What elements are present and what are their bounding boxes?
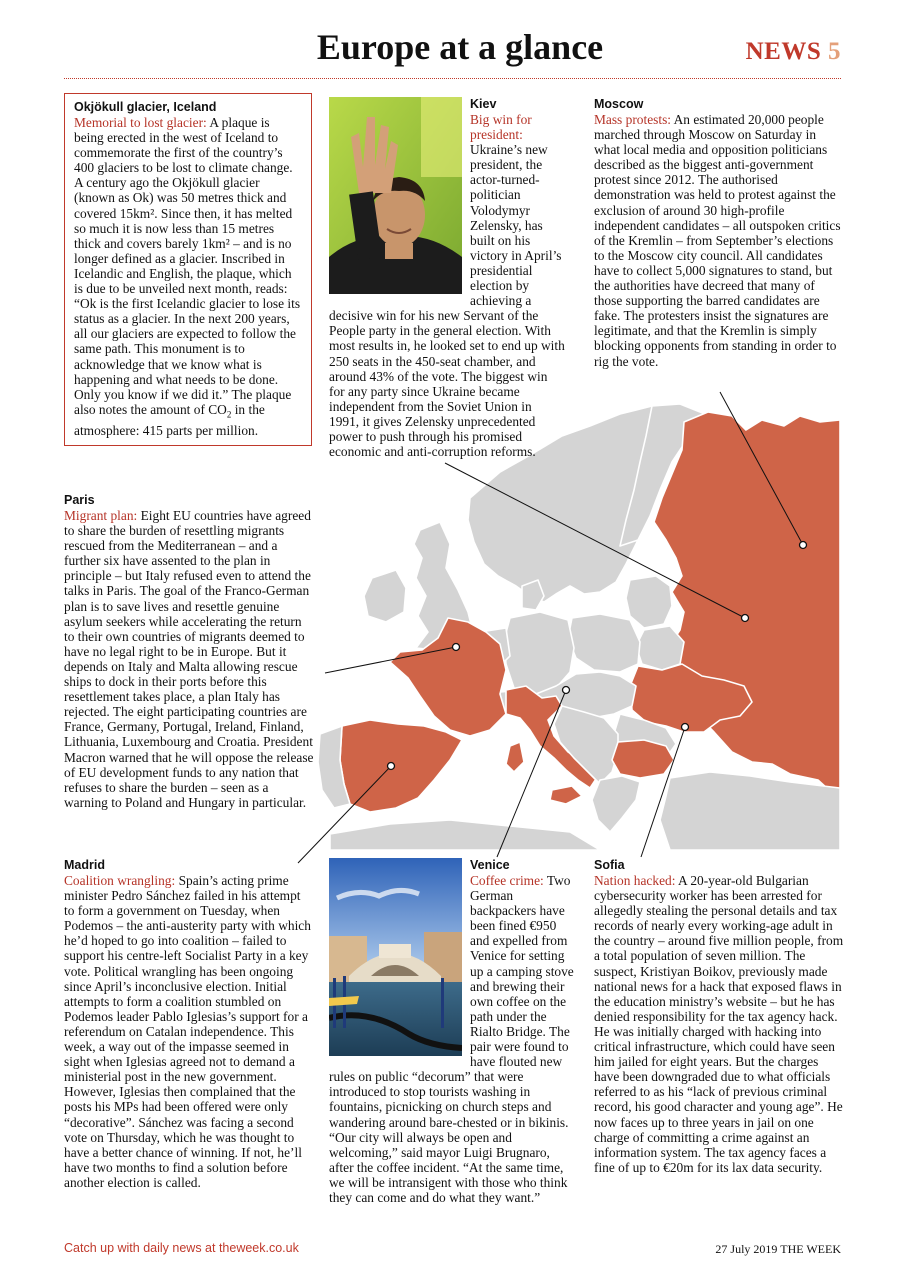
story-place: Paris (64, 493, 95, 507)
rialto-bridge-photo (329, 858, 462, 1056)
story-body-end: in the atmosphere: 415 parts per million. (74, 401, 265, 438)
section-name: NEWS (745, 38, 822, 65)
story-kicker: Nation hacked: (594, 873, 676, 888)
story-venice (329, 858, 577, 1205)
turkey-land (660, 772, 840, 850)
bulgaria-highlight (612, 740, 674, 778)
belarus-land (636, 626, 684, 670)
story-moscow (594, 97, 844, 369)
story-paris (64, 493, 314, 810)
footer-date: 27 July 2019 (715, 1242, 778, 1256)
page-title: Europe at a glance (316, 27, 604, 67)
zelensky-photo (329, 97, 462, 294)
story-place: Okjökull glacier, Iceland (74, 100, 217, 114)
greece-land (592, 776, 640, 832)
header-divider (64, 78, 841, 79)
spain-highlight (340, 720, 462, 812)
poland-land (568, 614, 640, 672)
story-place: Madrid (64, 858, 105, 872)
story-place: Kiev (470, 97, 497, 111)
story-kicker: Memorial to lost glacier: (74, 115, 207, 130)
story-kiev (329, 97, 565, 459)
story-body: An estimated 20,000 people marched through Moscow on Saturday in what local media and opposition politicians described as the biggest anti-government protest since 2012. The authorised demonstration was held to protest against the exclusion of around 30 high-profile independent candidates – all outspoken critics of the Kremlin – from September’s elections to the Moscow city council. All candidates have to collect 5,000 signatures to stand, but the authorities have decreed that many of those supporting the barred candidates are fake. The protesters insist the signatures are legitimate, and that the Kremlin is simply blocking opponents from standing in order to rig the vote. (594, 112, 841, 369)
story-body: Ukraine’s new president, the actor-turned-politician Volodymyr Zelensky, has built on his victory in April’s presidential election by achieving a decisive win for his new Servant of the People party in the general election. With most results in, he looked set to end up with 250 seats in the 450-seat chamber, and around 43% of the vote. The biggest win for any party since Ukraine became independent from the Soviet Union in 1991, it gives Zelensky unprecedented power to push through his promised economic and anti-corruption reforms. (329, 142, 565, 460)
story-madrid (64, 858, 314, 1190)
story-iceland (64, 93, 312, 446)
story-kicker: Migrant plan: (64, 508, 138, 523)
sicily-highlight (550, 786, 582, 804)
story-kicker: Big win for president: (470, 112, 532, 143)
ireland-land (364, 570, 406, 622)
story-subscript: 2 (226, 409, 232, 420)
baltics-land (626, 576, 672, 628)
page-number: 5 (828, 38, 841, 65)
footer-publication: THE WEEK (780, 1242, 841, 1256)
story-place: Venice (470, 858, 510, 872)
story-kicker: Coffee crime: (470, 873, 544, 888)
story-kicker: Mass protests: (594, 112, 671, 127)
story-body: A plaque is being erected in the west of Iceland to commemorate the first of the country’s 400 glaciers to be lost to climate change. A century ago the Okjökull glacier (known as Ok) was 50 metres thick and covered 15km². Since then, it has melted so much it is now less than 15 metres thick and covers barely 1km² – and is no longer defined as a glacier. Inscribed in Icelandic and English, the plaque, which is due to be unveiled next month, reads: “Ok is the first Icelandic glacier to lose its status as a glacier. In the next 200 years, all our glaciers are expected to follow the same path. This monument is to acknowledge that we know what is happening and what needs to be done. Only you know if we did it.” The plaque also notes the amount of CO (74, 115, 301, 417)
section-label (746, 38, 841, 66)
story-body: A 20-year-old Bulgarian cybersecurity worker has been arrested for allegedly stealing the personal details and tax records of nearly every working-age adult in the country – around five million people, from a total population of seven million. The suspect, Kristiyan Boikov, previously made national news for a hack that exposed flaws in the education ministry’s website – but he has denied responsibility for the tax agency hack. He was initially charged with hacking into critical infrastructure, which could have seen him jailed for eight years. But the charges have been downgraded due to what officials referred to as his “lack of previous criminal record, his good character and young age”. He now faces up to three years in jail on one charge of committing a crime against an information system. The tax agency faces a fine of up to €20m for its lax data security. (594, 873, 844, 1175)
footer-promo-link[interactable]: Catch up with daily news at theweek.co.uk (64, 1241, 299, 1255)
russia-highlight (654, 412, 840, 800)
story-body: Eight EU countries have agreed to share the burden of resettling migrants rescued from the Mediterranean – and a further six have assented to the plan in principle – but Italy refused even to attend the talks in Paris. The goal of the Franco-German plan is to save lives and resettle genuine asylum seekers while accelerating the return to their own countries of migrants deemed to have no legal right to be in Europe. But it depends on Italy and Malta allowing rescue ships to dock in their ports before this resettlement takes place, a plan Italy has rejected. The eight participating countries are France, Germany, Portugal, Ireland, Finland, Lithuania, Luxembourg and Croatia. President Macron warned that he will oppose the release of EU development funds to any nation that refuses to share the burden – seen as a warning to Poland and Hungary in particular. (64, 508, 314, 810)
sardinia-highlight (506, 742, 524, 772)
story-body: Two German backpackers have been fined €950 and expelled from Venice for setting up a camping stove and brewing their own coffee on the path under the Rialto Bridge. The pair were found to have flouted new rules on public “decorum” that were introduced to stop tourists washing in fountains, picnicking on church steps and wandering around bare-chested or in bikinis. “Our city will always be open and welcoming,” said mayor Luigi Brugnaro, after the coffee incident. “At the same time, we will be intransigent with those who think they can come and do what they want.” (329, 873, 574, 1205)
north-africa-land (330, 820, 600, 850)
story-sofia (594, 858, 844, 1175)
story-place: Sofia (594, 858, 625, 872)
story-kicker: Coalition wrangling: (64, 873, 176, 888)
france-highlight (390, 618, 506, 736)
story-body: Spain’s acting prime minister Pedro Sánchez failed in his attempt to form a government on Tuesday, when Podemos – the anti-austerity party with which he’d hoped to go into coalition – failed to support his centre-left Socialist Party in a key vote. Political wrangling has been ongoing since April’s inconclusive election. Initial attempts to form a coalition stumbled on Podemos leader Pablo Iglesias’s support for a referendum on Catalan independence. This week, a way out of the impasse seemed in sight when Iglesias agreed not to demand a ministerial post in the new government. However, Iglesias then complained that the posts his MPs had been offered were only “decorative”. Sánchez was facing a second vote on Thursday, which he was thought to have a better chance of winning. If not, he’ll have two months to find a solution before another election is called. (64, 873, 311, 1190)
footer-dateline (715, 1242, 841, 1257)
story-place: Moscow (594, 97, 644, 111)
